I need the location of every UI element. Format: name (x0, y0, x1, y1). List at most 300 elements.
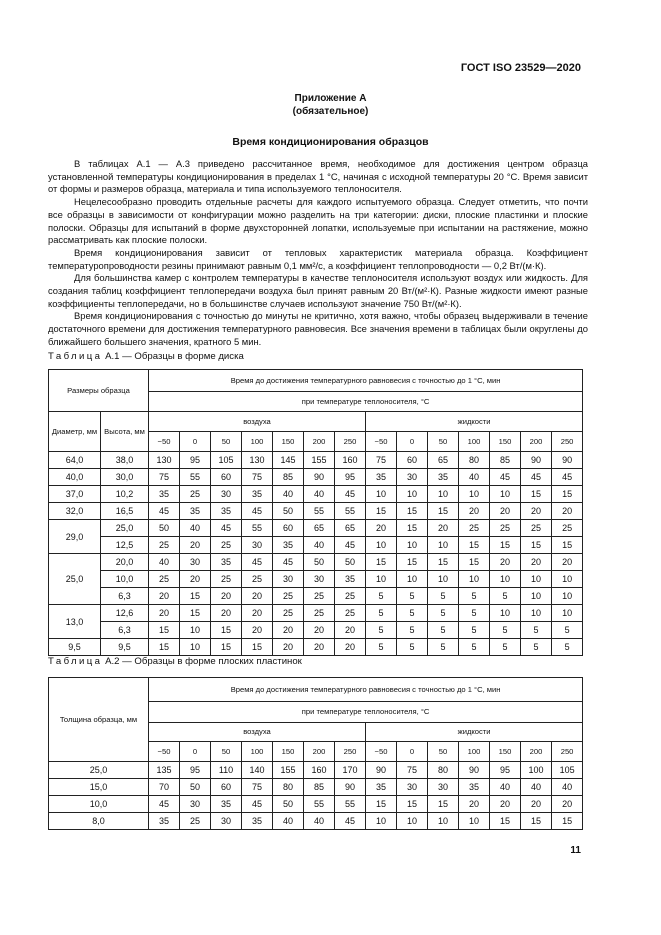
value-cell: 55 (335, 503, 366, 520)
value-cell: 100 (521, 762, 552, 779)
table-row (49, 486, 583, 503)
value-cell: 90 (521, 452, 552, 469)
value-cell: 25 (304, 605, 335, 622)
value-cell: 20 (304, 639, 335, 656)
t1-temp-header: 100 (459, 432, 490, 452)
value-cell: 90 (366, 762, 397, 779)
value-cell: 5 (366, 639, 397, 656)
value-cell: 20 (242, 588, 273, 605)
value-cell: 25 (273, 605, 304, 622)
diameter-cell: 29,0 (49, 520, 101, 554)
value-cell: 35 (366, 469, 397, 486)
body-text (48, 158, 588, 349)
paragraph: В таблицах А.1 — А.3 приведено рассчитанное время, необходимое для достижения центром образца установленной температуры кондиционирования в пределах 1 °С, начиная с исходной температуры 20 °С. Время зависит от формы и размеров образца, материала и типа используемого теплоносителя. (48, 158, 588, 195)
value-cell: 35 (242, 486, 273, 503)
t2-temp-header: 150 (273, 742, 304, 762)
t1-temp-header: 100 (242, 432, 273, 452)
value-cell: 35 (211, 554, 242, 571)
value-cell: 20 (490, 554, 521, 571)
t2-header-liquid: жидкости (366, 723, 583, 742)
value-cell: 10 (428, 571, 459, 588)
value-cell: 10 (366, 571, 397, 588)
value-cell: 35 (149, 486, 180, 503)
value-cell: 35 (459, 779, 490, 796)
value-cell: 5 (521, 622, 552, 639)
value-cell: 10 (397, 486, 428, 503)
value-cell: 35 (211, 503, 242, 520)
value-cell: 15 (552, 813, 583, 830)
appendix-title: Приложение А (294, 93, 367, 104)
value-cell: 35 (149, 813, 180, 830)
paragraph: Для большинства камер с контролем температуры в качестве теплоносителя используют воздух или жидкость. Для создания таблиц коэффициент теплопередачи воздуха был принят равным 20 Вт/(м²·К). Разные жидкости имеют разные коэффициенты теплопередачи, но в большинстве случаев используют значение 750 Вт/(м²·К). (48, 272, 588, 309)
value-cell: 35 (366, 779, 397, 796)
value-cell: 90 (304, 469, 335, 486)
t1-temp-header: −50 (149, 432, 180, 452)
value-cell: 140 (242, 762, 273, 779)
value-cell: 20 (490, 796, 521, 813)
value-cell: 45 (335, 537, 366, 554)
t1-header-height: Высота, мм (101, 412, 149, 452)
table2-caption-word: Таблица (48, 656, 103, 667)
value-cell: 45 (149, 796, 180, 813)
table-row (49, 779, 583, 796)
value-cell: 45 (335, 813, 366, 830)
value-cell: 55 (242, 520, 273, 537)
value-cell: 170 (335, 762, 366, 779)
table-row (49, 554, 583, 571)
table-row (49, 452, 583, 469)
value-cell: 5 (397, 605, 428, 622)
value-cell: 5 (428, 622, 459, 639)
value-cell: 5 (490, 588, 521, 605)
table-row (49, 469, 583, 486)
value-cell: 10 (428, 813, 459, 830)
thickness-cell: 15,0 (49, 779, 149, 796)
diameter-cell: 13,0 (49, 605, 101, 639)
value-cell: 65 (335, 520, 366, 537)
value-cell: 45 (521, 469, 552, 486)
value-cell: 30 (397, 469, 428, 486)
value-cell: 30 (211, 486, 242, 503)
value-cell: 10 (428, 486, 459, 503)
value-cell: 90 (459, 762, 490, 779)
value-cell: 50 (149, 520, 180, 537)
section-title: Время кондиционирования образцов (232, 136, 429, 148)
value-cell: 10 (459, 813, 490, 830)
value-cell: 15 (149, 639, 180, 656)
value-cell: 35 (428, 469, 459, 486)
value-cell: 25 (211, 571, 242, 588)
value-cell: 20 (552, 796, 583, 813)
t2-temp-header: 0 (180, 742, 211, 762)
value-cell: 15 (428, 796, 459, 813)
value-cell: 40 (273, 813, 304, 830)
value-cell: 95 (490, 762, 521, 779)
value-cell: 15 (397, 503, 428, 520)
height-cell: 30,0 (101, 469, 149, 486)
value-cell: 110 (211, 762, 242, 779)
t1-temp-header: 250 (552, 432, 583, 452)
value-cell: 10 (180, 622, 211, 639)
t1-header-air: воздуха (149, 412, 366, 432)
value-cell: 70 (149, 779, 180, 796)
value-cell: 10 (459, 571, 490, 588)
value-cell: 135 (149, 762, 180, 779)
value-cell: 30 (180, 796, 211, 813)
table2-caption-text: А.2 — Образцы в форме плоских пластинок (105, 656, 302, 667)
value-cell: 30 (304, 571, 335, 588)
value-cell: 5 (428, 588, 459, 605)
value-cell: 10 (490, 571, 521, 588)
value-cell: 20 (459, 796, 490, 813)
value-cell: 20 (552, 503, 583, 520)
value-cell: 20 (273, 622, 304, 639)
value-cell: 50 (304, 554, 335, 571)
t2-temp-header: −50 (149, 742, 180, 762)
t2-temp-header: 250 (552, 742, 583, 762)
value-cell: 20 (180, 571, 211, 588)
height-cell: 10,2 (101, 486, 149, 503)
value-cell: 15 (459, 554, 490, 571)
value-cell: 35 (180, 503, 211, 520)
value-cell: 5 (366, 588, 397, 605)
value-cell: 50 (180, 779, 211, 796)
t1-temp-header: 200 (521, 432, 552, 452)
value-cell: 105 (211, 452, 242, 469)
table-row (49, 520, 583, 537)
t1-header-liquid: жидкости (366, 412, 583, 432)
value-cell: 25 (459, 520, 490, 537)
value-cell: 5 (459, 639, 490, 656)
value-cell: 20 (180, 537, 211, 554)
value-cell: 45 (149, 503, 180, 520)
table-row (49, 796, 583, 813)
value-cell: 50 (273, 796, 304, 813)
value-cell: 75 (242, 469, 273, 486)
value-cell: 10 (552, 588, 583, 605)
thickness-cell: 8,0 (49, 813, 149, 830)
table-row (49, 813, 583, 830)
value-cell: 10 (397, 537, 428, 554)
value-cell: 5 (490, 622, 521, 639)
table-row (49, 762, 583, 779)
value-cell: 25 (335, 588, 366, 605)
value-cell: 10 (521, 605, 552, 622)
value-cell: 75 (242, 779, 273, 796)
value-cell: 15 (366, 503, 397, 520)
thickness-cell: 10,0 (49, 796, 149, 813)
t2-temp-header: −50 (366, 742, 397, 762)
value-cell: 15 (428, 503, 459, 520)
value-cell: 20 (521, 796, 552, 813)
diameter-cell: 37,0 (49, 486, 101, 503)
value-cell: 130 (242, 452, 273, 469)
value-cell: 40 (149, 554, 180, 571)
t1-header-time: Время до достижения температурного равновесия с точностью до 1 °С, мин (149, 370, 583, 392)
value-cell: 20 (335, 639, 366, 656)
value-cell: 5 (397, 639, 428, 656)
value-cell: 20 (149, 588, 180, 605)
value-cell: 10 (490, 486, 521, 503)
value-cell: 20 (490, 503, 521, 520)
value-cell: 155 (304, 452, 335, 469)
value-cell: 15 (211, 622, 242, 639)
value-cell: 20 (459, 503, 490, 520)
value-cell: 65 (428, 452, 459, 469)
value-cell: 20 (366, 520, 397, 537)
value-cell: 105 (552, 762, 583, 779)
height-cell: 16,5 (101, 503, 149, 520)
value-cell: 20 (521, 503, 552, 520)
value-cell: 45 (552, 469, 583, 486)
value-cell: 5 (428, 605, 459, 622)
t2-temp-header: 250 (335, 742, 366, 762)
value-cell: 15 (428, 554, 459, 571)
table-row (49, 537, 583, 554)
value-cell: 145 (273, 452, 304, 469)
table2-caption (48, 656, 302, 667)
page-number: 11 (570, 845, 581, 856)
value-cell: 20 (552, 554, 583, 571)
t2-header-temp: при температуре теплоносителя, °С (149, 702, 583, 723)
value-cell: 10 (366, 537, 397, 554)
value-cell: 10 (459, 486, 490, 503)
value-cell: 40 (304, 537, 335, 554)
value-cell: 95 (180, 762, 211, 779)
t2-temp-header: 50 (428, 742, 459, 762)
value-cell: 45 (273, 554, 304, 571)
value-cell: 30 (242, 537, 273, 554)
table-disk-samples (48, 369, 583, 656)
t1-temp-header: 50 (211, 432, 242, 452)
t1-header-diameter: Диаметр, мм (49, 412, 101, 452)
value-cell: 80 (459, 452, 490, 469)
value-cell: 25 (304, 588, 335, 605)
value-cell: 15 (552, 486, 583, 503)
table-row (49, 622, 583, 639)
value-cell: 10 (397, 571, 428, 588)
value-cell: 20 (242, 622, 273, 639)
value-cell: 40 (180, 520, 211, 537)
value-cell: 25 (180, 486, 211, 503)
value-cell: 40 (273, 486, 304, 503)
appendix-heading (0, 92, 661, 118)
value-cell: 15 (459, 537, 490, 554)
value-cell: 35 (273, 537, 304, 554)
value-cell: 40 (552, 779, 583, 796)
value-cell: 15 (397, 520, 428, 537)
value-cell: 75 (149, 469, 180, 486)
value-cell: 60 (397, 452, 428, 469)
value-cell: 35 (211, 796, 242, 813)
t2-temp-header: 0 (397, 742, 428, 762)
value-cell: 25 (273, 588, 304, 605)
value-cell: 20 (149, 605, 180, 622)
value-cell: 5 (459, 605, 490, 622)
value-cell: 20 (428, 520, 459, 537)
value-cell: 95 (335, 469, 366, 486)
value-cell: 25 (242, 571, 273, 588)
diameter-cell: 32,0 (49, 503, 101, 520)
value-cell: 20 (304, 622, 335, 639)
t2-temp-header: 100 (459, 742, 490, 762)
value-cell: 90 (335, 779, 366, 796)
value-cell: 25 (335, 605, 366, 622)
t1-header-sizes: Размеры образца (49, 370, 149, 412)
height-cell: 12,5 (101, 537, 149, 554)
t2-temp-header: 100 (242, 742, 273, 762)
value-cell: 15 (521, 537, 552, 554)
t1-temp-header: 0 (397, 432, 428, 452)
value-cell: 155 (273, 762, 304, 779)
value-cell: 85 (304, 779, 335, 796)
value-cell: 20 (521, 554, 552, 571)
value-cell: 30 (397, 779, 428, 796)
value-cell: 5 (366, 622, 397, 639)
table-row (49, 503, 583, 520)
value-cell: 40 (490, 779, 521, 796)
value-cell: 5 (552, 622, 583, 639)
value-cell: 15 (180, 588, 211, 605)
value-cell: 20 (273, 639, 304, 656)
value-cell: 10 (521, 588, 552, 605)
value-cell: 25 (521, 520, 552, 537)
value-cell: 30 (180, 554, 211, 571)
t2-temp-header: 50 (211, 742, 242, 762)
value-cell: 60 (211, 469, 242, 486)
value-cell: 95 (180, 452, 211, 469)
value-cell: 55 (304, 796, 335, 813)
thickness-cell: 25,0 (49, 762, 149, 779)
paragraph: Время кондиционирования зависит от тепловых характеристик материала образца. Коэффициент температуропроводности резины принимают равным 0,1 мм²/с, а коэффициент теплопроводности — 0,2 Вт/(м·К). (48, 246, 588, 271)
t2-header-air: воздуха (149, 723, 366, 742)
value-cell: 30 (428, 779, 459, 796)
value-cell: 45 (335, 486, 366, 503)
value-cell: 5 (521, 639, 552, 656)
value-cell: 10 (180, 639, 211, 656)
value-cell: 40 (521, 779, 552, 796)
value-cell: 35 (335, 571, 366, 588)
value-cell: 75 (397, 762, 428, 779)
value-cell: 5 (397, 622, 428, 639)
value-cell: 90 (552, 452, 583, 469)
value-cell: 10 (490, 605, 521, 622)
value-cell: 10 (366, 813, 397, 830)
value-cell: 5 (552, 639, 583, 656)
t2-temp-header: 200 (304, 742, 335, 762)
height-cell: 10,0 (101, 571, 149, 588)
t2-header-time: Время до достижения температурного равновесия с точностью до 1 °С, мин (149, 678, 583, 702)
value-cell: 80 (273, 779, 304, 796)
value-cell: 5 (366, 605, 397, 622)
value-cell: 10 (552, 605, 583, 622)
value-cell: 40 (459, 469, 490, 486)
value-cell: 40 (304, 813, 335, 830)
height-cell: 25,0 (101, 520, 149, 537)
value-cell: 35 (242, 813, 273, 830)
value-cell: 55 (180, 469, 211, 486)
value-cell: 15 (490, 813, 521, 830)
t1-temp-header: 250 (335, 432, 366, 452)
t2-header-thickness: Толщина образца, мм (49, 678, 149, 762)
height-cell: 12,6 (101, 605, 149, 622)
height-cell: 20,0 (101, 554, 149, 571)
value-cell: 5 (459, 622, 490, 639)
table-row (49, 571, 583, 588)
value-cell: 5 (490, 639, 521, 656)
height-cell: 6,3 (101, 622, 149, 639)
value-cell: 60 (211, 779, 242, 796)
value-cell: 75 (366, 452, 397, 469)
value-cell: 15 (552, 537, 583, 554)
value-cell: 45 (211, 520, 242, 537)
t1-header-temp: при температуре теплоносителя, °С (149, 392, 583, 412)
t1-temp-header: 50 (428, 432, 459, 452)
t1-temp-header: −50 (366, 432, 397, 452)
value-cell: 25 (149, 571, 180, 588)
value-cell: 15 (397, 554, 428, 571)
value-cell: 15 (366, 554, 397, 571)
value-cell: 15 (521, 486, 552, 503)
value-cell: 20 (211, 605, 242, 622)
standard-code: ГОСТ ISO 23529—2020 (460, 62, 581, 74)
value-cell: 55 (304, 503, 335, 520)
table-row (49, 639, 583, 656)
value-cell: 15 (149, 622, 180, 639)
diameter-cell: 64,0 (49, 452, 101, 469)
table-flat-plate-samples (48, 677, 583, 830)
diameter-cell: 25,0 (49, 554, 101, 605)
value-cell: 15 (490, 537, 521, 554)
appendix-note: (обязательное) (292, 106, 369, 117)
table1-caption (48, 351, 244, 362)
table-row (49, 605, 583, 622)
value-cell: 40 (304, 486, 335, 503)
value-cell: 25 (149, 537, 180, 554)
value-cell: 55 (335, 796, 366, 813)
t1-temp-header: 150 (490, 432, 521, 452)
table1-caption-word: Таблица (48, 351, 103, 362)
t2-temp-header: 150 (490, 742, 521, 762)
value-cell: 160 (335, 452, 366, 469)
value-cell: 15 (211, 639, 242, 656)
height-cell: 6,3 (101, 588, 149, 605)
value-cell: 30 (211, 813, 242, 830)
value-cell: 20 (335, 622, 366, 639)
diameter-cell: 9,5 (49, 639, 101, 656)
t1-temp-header: 150 (273, 432, 304, 452)
value-cell: 5 (459, 588, 490, 605)
value-cell: 85 (490, 452, 521, 469)
value-cell: 60 (273, 520, 304, 537)
value-cell: 45 (490, 469, 521, 486)
value-cell: 130 (149, 452, 180, 469)
t2-temp-header: 200 (521, 742, 552, 762)
t1-temp-header: 200 (304, 432, 335, 452)
value-cell: 5 (397, 588, 428, 605)
value-cell: 15 (521, 813, 552, 830)
value-cell: 65 (304, 520, 335, 537)
value-cell: 45 (242, 503, 273, 520)
value-cell: 10 (397, 813, 428, 830)
paragraph: Нецелесообразно проводить отдельные расчеты для каждого испытуемого образца. Следует отметить, что почти все образцы в зависимости от конфигурации можно разделить на три категории: диски, плоские пластинки и плоские полоски. Образцы для испытаний в форме двухсторонней лопатки, используемые при испытании на растяжение, можно рассматривать как плоские полоски. (48, 196, 588, 246)
table-row (49, 588, 583, 605)
t1-temp-header: 0 (180, 432, 211, 452)
value-cell: 50 (273, 503, 304, 520)
value-cell: 10 (366, 486, 397, 503)
paragraph: Время кондиционирования с точностью до минуты не критично, хотя важно, чтобы образец выдерживали в течение достаточного времени для достижения температурного равновесия. Все значения времени в таблицах были округлены до ближайшего большего значения, кратного 5 мин. (48, 310, 588, 347)
value-cell: 10 (552, 571, 583, 588)
